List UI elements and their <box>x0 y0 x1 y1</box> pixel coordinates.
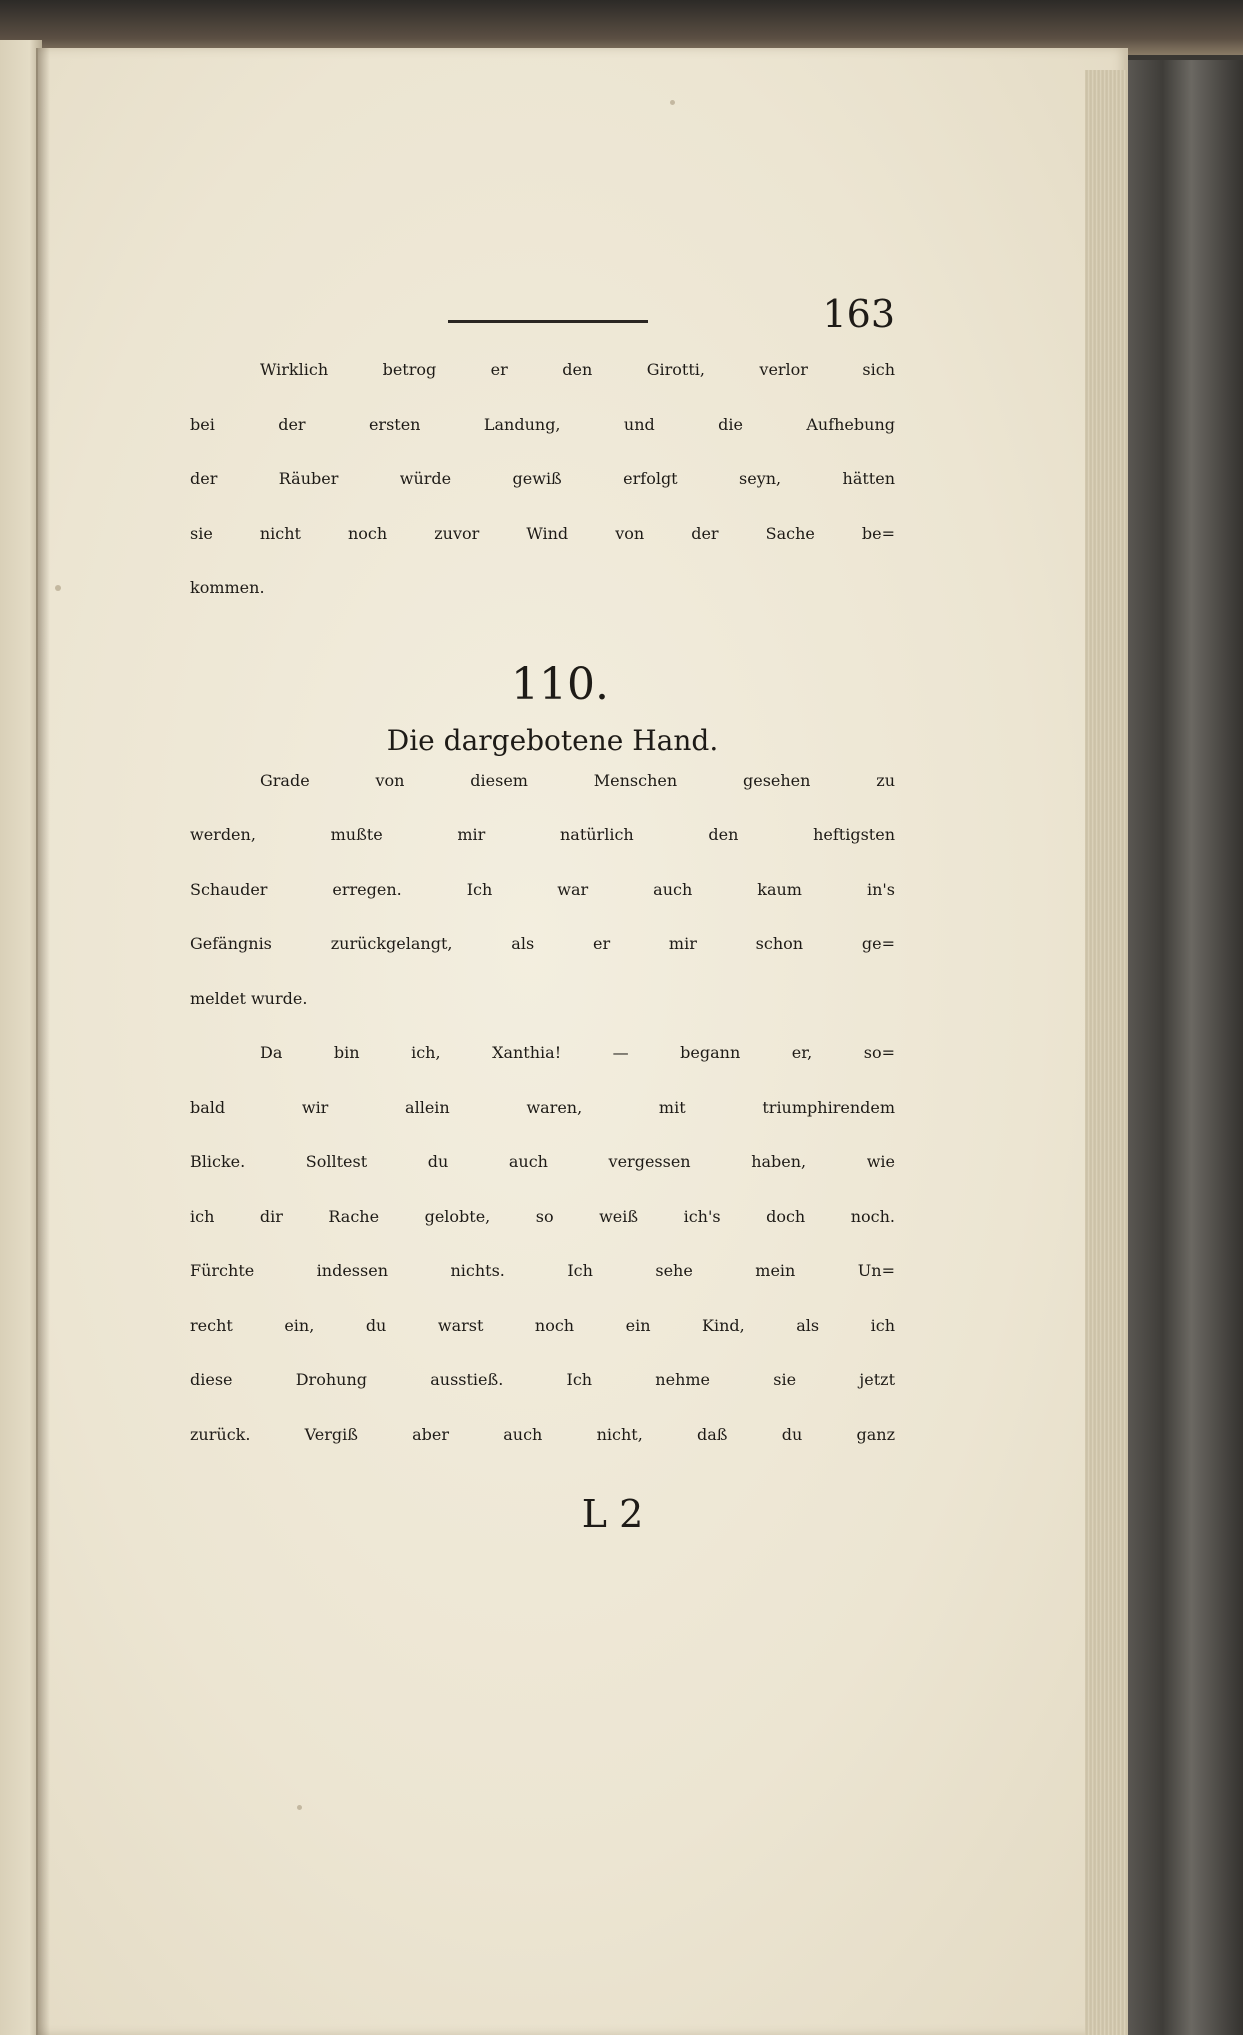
header-rule <box>448 320 648 323</box>
section-title: Die dargebotene Hand. <box>386 723 719 757</box>
section-number: 110. <box>511 658 609 710</box>
paragraph-2 <box>190 771 895 1044</box>
page-number: 163 <box>822 292 895 336</box>
paper-spot <box>297 1805 302 1810</box>
text-line: der Räuber würde gewiß erfolgt seyn, hätten <box>190 469 895 488</box>
running-header <box>190 292 895 360</box>
text-line: Wirklich betrog er den Girotti, verlor sich <box>260 360 895 379</box>
text-line: sie nicht noch zuvor Wind von der Sache be= <box>190 523 895 543</box>
text-line: zurück. Vergiß aber auch nicht, daß du ganz <box>190 1424 895 1444</box>
page-gutter-shadow <box>36 48 50 2035</box>
text-line: kommen. <box>190 578 265 597</box>
text-line: meldet wurde. <box>190 988 308 1008</box>
text-line: bei der ersten Landung, und die Aufhebung <box>190 414 895 434</box>
text-line: diese Drohung ausstieß. Ich nehme sie jetzt <box>190 1370 895 1389</box>
paper-spot <box>55 585 61 591</box>
text-line: Grade von diesem Menschen gesehen zu <box>260 770 895 790</box>
paragraph-3 <box>190 1043 895 1479</box>
text-line: bald wir allein waren, mit triumphirendem <box>190 1097 895 1117</box>
text-line: Gefängnis zurückgelangt, als er mir schon ge= <box>190 934 895 953</box>
book-cover-edge <box>1128 60 1243 2035</box>
text-line: Blicke. Solltest du auch vergessen haben, wie <box>190 1152 895 1171</box>
text-line: werden, mußte mir natürlich den heftigsten <box>190 825 895 844</box>
text-line: Schauder erregen. Ich war auch kaum in's <box>190 879 895 899</box>
text-line: Da bin ich, Xanthia! — begann er, so= <box>260 1043 895 1062</box>
text-line: recht ein, du warst noch ein Kind, als ich <box>190 1315 895 1335</box>
signature-mark: L 2 <box>581 1492 644 1536</box>
paper-spot <box>670 100 675 105</box>
text-line: ich dir Rache gelobte, so weiß ich's doch noch. <box>190 1206 895 1226</box>
paragraph-1 <box>190 360 895 633</box>
cover-top-edge <box>0 0 1243 55</box>
page-content <box>190 292 895 1539</box>
text-line: Fürchte indessen nichts. Ich sehe mein Un= <box>190 1261 895 1280</box>
